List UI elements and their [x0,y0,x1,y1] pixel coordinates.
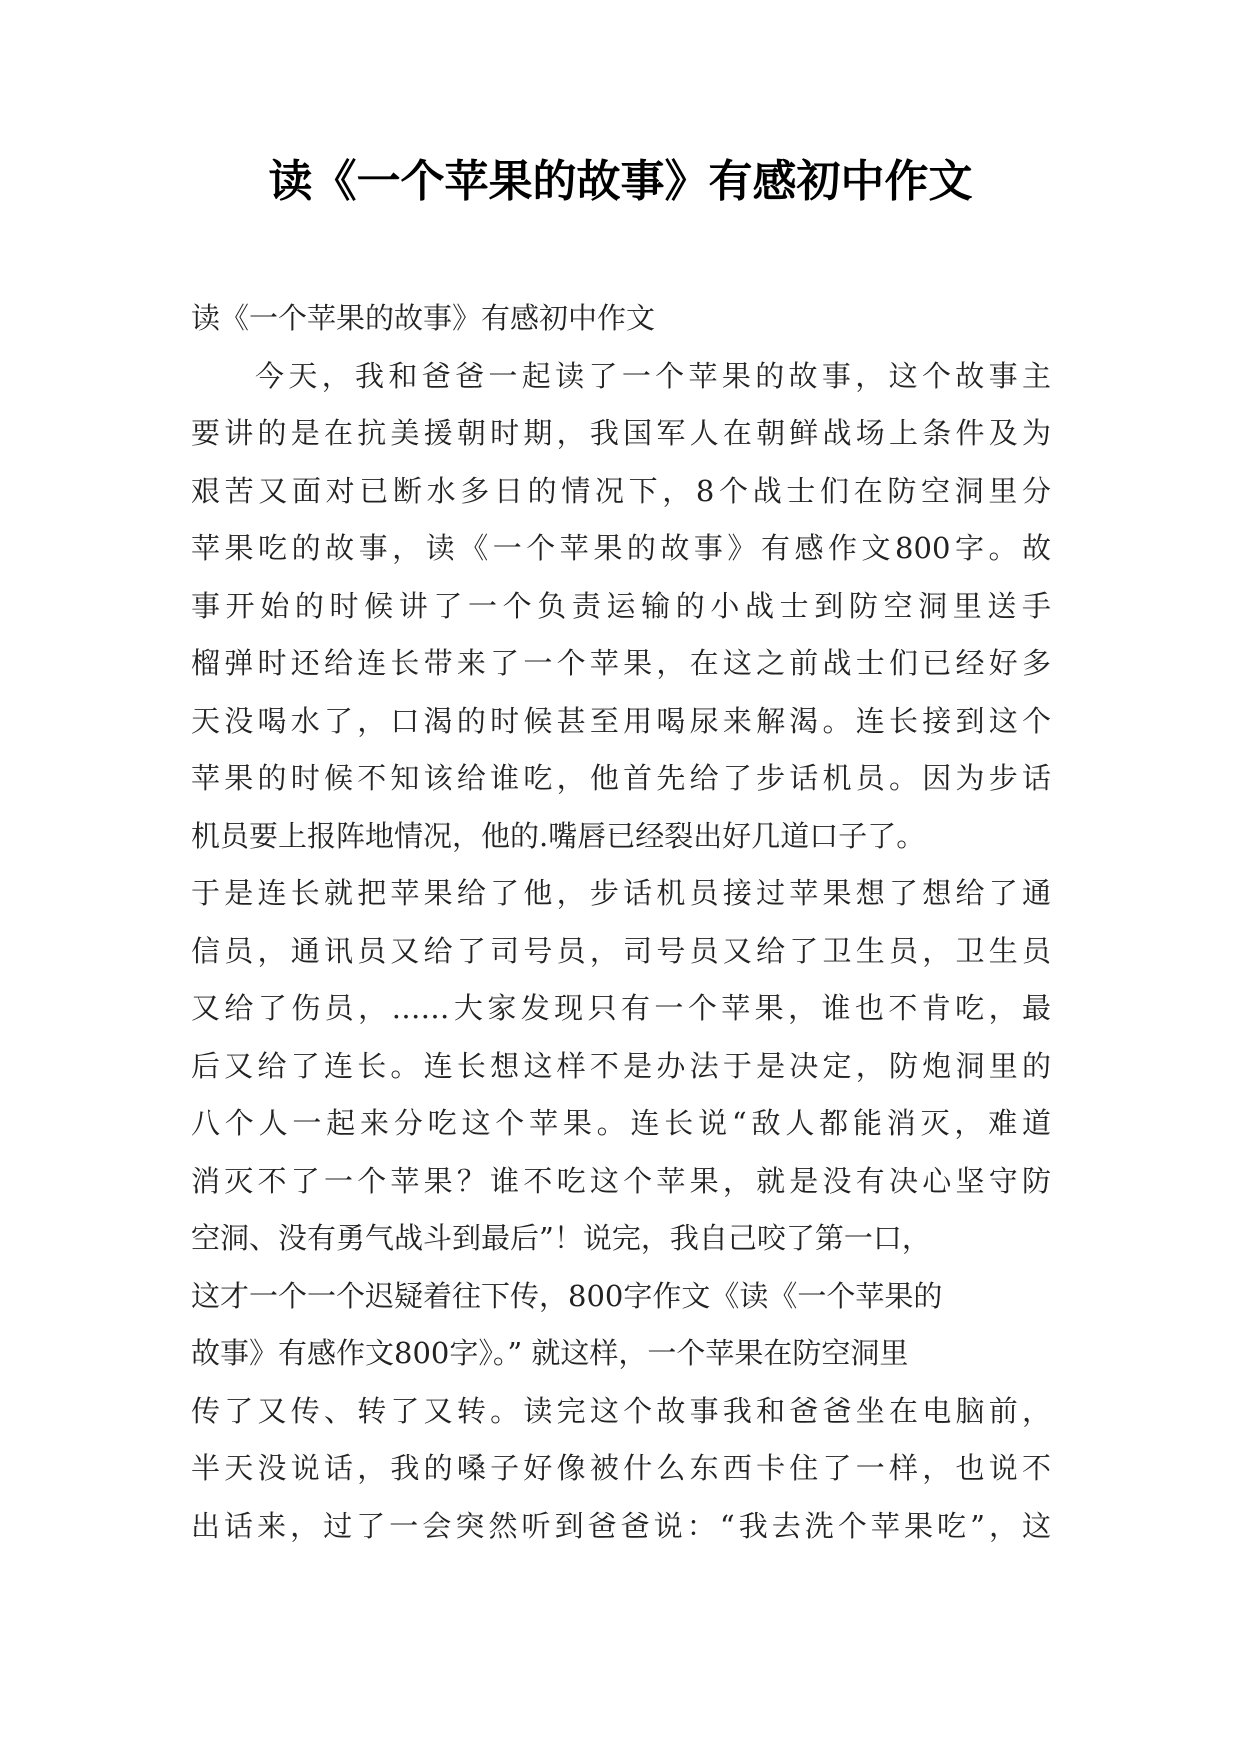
paragraph-line: 出话来，过了一会突然听到爸爸说：“我去洗个苹果吃”，这 [191,1508,1051,1543]
paragraph-line: 又给了伤员，……大家发现只有一个苹果，谁也不肯吃，最 [191,991,1051,1025]
paragraph-line: 要讲的是在抗美援朝时期，我国军人在朝鲜战场上条件及为 [191,416,1051,450]
body-subtitle-line: 读《一个苹果的故事》有感初中作文 [191,301,656,335]
paragraph-line: 艰苦又面对已断水多日的情况下，8个战士们在防空洞里分 [191,473,1051,508]
paragraph-line: 今天，我和爸爸一起读了一个苹果的故事，这个故事主 [255,358,1051,393]
document-body [191,290,1051,1555]
paragraph-line: 榴弹时还给连长带来了一个苹果，在这之前战士们已经好多 [191,646,1051,680]
paragraph-line: 消灭不了一个苹果？谁不吃这个苹果，就是没有决心坚守防 [191,1163,1051,1198]
paragraph-line: 机员要上报阵地情况，他的.嘴唇已经裂出好几道口子了。 [191,818,926,853]
paragraph-line: 半天没说话，我的嗓子好像被什么东西卡住了一样，也说不 [191,1451,1051,1485]
paragraph-line: 信员，通讯员又给了司号员，司号员又给了卫生员，卫生员 [191,933,1051,968]
paragraph-line: 天没喝水了，口渴的时候甚至用喝尿来解渴。连长接到这个 [191,703,1051,738]
paragraph-line: 传了又传、转了又转。读完这个故事我和爸爸坐在电脑前， [191,1393,1051,1428]
paragraph-line: 故事》有感作文800字》。” 就这样，一个苹果在防空洞里 [191,1336,909,1370]
paragraph-line: 这才一个一个迟疑着往下传，800字作文《读《一个苹果的 [191,1278,943,1313]
paragraph-line: 空洞、没有勇气战斗到最后”！说完，我自己咬了第一口， [191,1221,931,1255]
paragraph-line: 苹果吃的故事，读《一个苹果的故事》有感作文800字。故 [191,531,1051,565]
paragraph-line: 后又给了连长。连长想这样不是办法于是决定，防炮洞里的 [191,1048,1051,1083]
paragraph-line: 苹果的时候不知该给谁吃，他首先给了步话机员。因为步话 [191,761,1051,795]
paragraph-line: 于是连长就把苹果给了他，步话机员接过苹果想了想给了通 [191,876,1051,910]
document-title: 读《一个苹果的故事》有感初中作文 [268,156,973,207]
paragraph-line: 事开始的时候讲了一个负责运输的小战士到防空洞里送手 [191,588,1051,623]
paragraph-line: 八个人一起来分吃这个苹果。连长说“敌人都能消灭，难道 [191,1106,1051,1140]
